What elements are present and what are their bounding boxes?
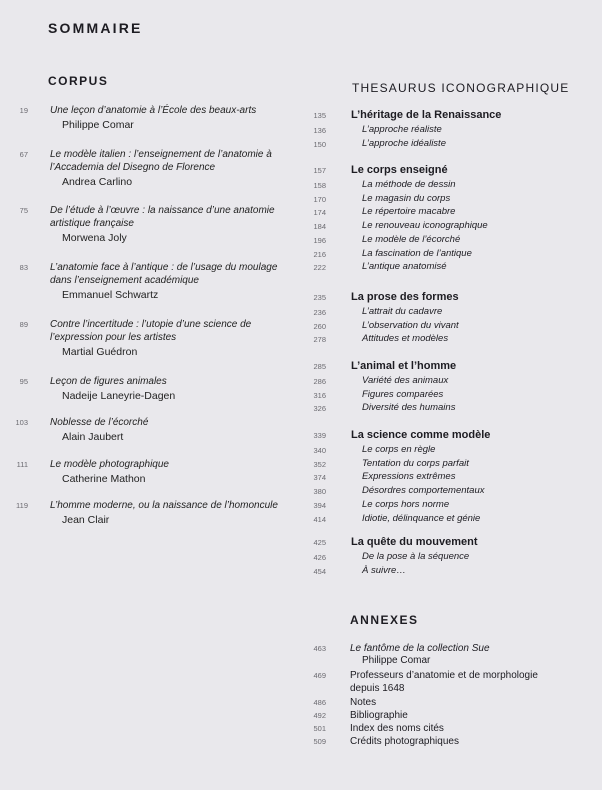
item-label: Expressions extrêmes: [362, 471, 456, 483]
page-number: 135: [313, 111, 326, 120]
annex-title-line: Notes: [350, 697, 377, 708]
page-number: 158: [313, 181, 326, 190]
page-number: 196: [313, 235, 326, 245]
item-label: Le magasin du corps: [362, 192, 451, 204]
page-number: 501: [313, 724, 326, 733]
page-number: 463: [313, 644, 326, 653]
page-number: 222: [313, 263, 326, 273]
page-number: 119: [16, 501, 28, 510]
essay-title: Leçon de figures animales: [50, 376, 167, 387]
annex-title-line: Crédits photographiques: [350, 736, 459, 747]
annex-title: [350, 735, 550, 748]
group-title: La quête du mouvement: [351, 536, 478, 548]
page-number: 67: [19, 150, 28, 159]
page-number: 425: [313, 538, 326, 547]
thesaurus-item: [300, 551, 600, 564]
page-number: 136: [313, 126, 326, 135]
page-number: 83: [19, 263, 28, 272]
group-title: L’animal et l’homme: [351, 360, 457, 372]
page-number: 374: [313, 473, 326, 483]
page-number: 286: [313, 377, 326, 386]
thesaurus-heading: THESAURUS ICONOGRAPHIQUE: [352, 81, 570, 95]
item-label: Variété des animaux: [362, 375, 449, 386]
thesaurus-item: [300, 138, 600, 151]
thesaurus-item: [300, 124, 600, 137]
item-label: Idiotie, délinquance et génie: [362, 512, 481, 524]
thesaurus-group-heading: [300, 291, 600, 304]
page-number: 278: [313, 335, 326, 345]
essay-author: Jean Clair: [62, 514, 110, 526]
essay-title: Noblesse de l’écorché: [50, 417, 149, 428]
essay-author: Emmanuel Schwartz: [62, 289, 159, 301]
page-number: 414: [313, 514, 326, 524]
thesaurus-item: [300, 375, 600, 388]
item-label: Désordres comportementaux: [362, 485, 485, 497]
page-number: 170: [313, 194, 326, 204]
page-number: 509: [313, 737, 326, 746]
item-label: L’antique anatomisé: [362, 261, 447, 273]
item-label: À suivre…: [362, 564, 406, 576]
page-title: SOMMAIRE: [48, 20, 143, 36]
item-label: L’approche réaliste: [362, 124, 442, 135]
item-label: La méthode de dessin: [362, 179, 456, 190]
thesaurus-group-heading: [300, 360, 600, 373]
page-number: 316: [313, 390, 326, 400]
thesaurus-group-heading: [300, 109, 600, 122]
thesaurus-item: [300, 444, 600, 457]
page-number: 19: [19, 106, 28, 115]
essay-title: Le modèle photographique: [50, 459, 169, 470]
annex-title: [350, 722, 550, 735]
annexes-heading: ANNEXES: [350, 613, 419, 627]
page-number: 216: [313, 249, 326, 259]
page-number: 235: [313, 293, 326, 302]
annex-title-line: Bibliographie: [350, 710, 408, 721]
page-number: 339: [313, 431, 326, 440]
item-label: La fascination de l’antique: [362, 247, 472, 259]
thesaurus-item: [300, 248, 600, 261]
page-number: 285: [313, 362, 326, 371]
essay-author: Nadeije Laneyrie-Dagen: [62, 390, 176, 402]
thesaurus-item: [300, 458, 600, 471]
essay-author: Catherine Mathon: [62, 473, 146, 485]
item-label: Tentation du corps parfait: [362, 457, 469, 469]
annex-title-line: Le fantôme de la collection Sue: [350, 643, 490, 654]
group-title: L’héritage de la Renaissance: [351, 109, 502, 121]
page-number: 184: [313, 222, 326, 232]
essay-author: Morwena Joly: [62, 232, 127, 244]
thesaurus-item: [300, 402, 600, 415]
annex-title-line: Index des noms cités: [350, 723, 444, 734]
thesaurus-item: [300, 320, 600, 333]
annex-title: [350, 696, 550, 709]
page-number: 352: [313, 459, 326, 469]
page-number: 111: [16, 460, 28, 469]
thesaurus-item: [300, 471, 600, 484]
annex-title: [350, 709, 550, 722]
thesaurus-group-heading: [300, 164, 600, 177]
thesaurus-item: [300, 499, 600, 512]
page-number: 486: [313, 698, 326, 707]
item-label: Le corps en règle: [362, 444, 436, 455]
page-number: 95: [19, 377, 28, 386]
item-label: Le répertoire macabre: [362, 206, 456, 218]
essay-title: L’homme moderne, ou la naissance de l’homoncule: [50, 500, 278, 511]
essay-title: Une leçon d’anatomie à l’École des beaux-arts: [50, 105, 257, 116]
essay-title: L’anatomie face à l’antique : de l’usage du moulage dans l’enseignement académique: [50, 262, 278, 286]
thesaurus-group-heading: [300, 429, 600, 442]
group-title: Le corps enseigné: [351, 164, 448, 176]
corpus-heading: CORPUS: [48, 74, 109, 88]
item-label: L’attrait du cadavre: [362, 306, 443, 317]
item-label: Le renouveau iconographique: [362, 220, 488, 232]
thesaurus-item: [300, 220, 600, 233]
page-number: 174: [313, 208, 326, 218]
annex-title-line: depuis 1648: [350, 683, 405, 694]
thesaurus-group-heading: [300, 536, 600, 549]
essay-title: Contre l’incertitude : l’utopie d’une science de l’expression pour les artistes: [50, 319, 252, 343]
thesaurus-item: [300, 193, 600, 206]
essay-author: Andrea Carlino: [62, 176, 133, 188]
page-number: 454: [313, 566, 326, 576]
item-label: Le modèle de l’écorché: [362, 233, 461, 245]
thesaurus-item: [300, 565, 600, 578]
item-label: Figures comparées: [362, 388, 444, 400]
page-number: 326: [313, 404, 326, 414]
page-number: 260: [313, 321, 326, 331]
thesaurus-item: [300, 306, 600, 319]
annex-title: [350, 642, 550, 655]
group-title: La prose des formes: [351, 291, 459, 303]
page-number: 426: [313, 553, 326, 562]
essay-author: Martial Guédron: [62, 346, 138, 358]
thesaurus-item: [300, 333, 600, 346]
thesaurus-item: [300, 485, 600, 498]
page-number: 236: [313, 308, 326, 317]
item-label: Diversité des humains: [362, 402, 456, 414]
item-label: L’observation du vivant: [362, 319, 459, 331]
essay-author: Alain Jaubert: [62, 431, 124, 443]
page-number: 394: [313, 500, 326, 510]
item-label: L’approche idéaliste: [362, 137, 446, 149]
item-label: De la pose à la séquence: [362, 551, 470, 562]
page-number: 89: [19, 320, 28, 329]
annex-title-line: Professeurs d’anatomie et de morphologie: [350, 670, 538, 681]
thesaurus-item: [300, 179, 600, 192]
page-number: 75: [19, 206, 28, 215]
essay-author: Philippe Comar: [62, 119, 134, 131]
thesaurus-item: [300, 234, 600, 247]
annex-title: [350, 669, 550, 695]
annex-author: Philippe Comar: [362, 655, 431, 666]
item-label: Le corps hors norme: [362, 498, 450, 510]
page-number: 380: [313, 487, 326, 497]
page-number: 492: [313, 711, 326, 720]
thesaurus-item: [300, 206, 600, 219]
group-title: La science comme modèle: [351, 429, 491, 441]
essay-title: De l’étude à l’œuvre : la naissance d’une anatomie artistique française: [50, 205, 275, 229]
item-label: Attitudes et modèles: [362, 333, 449, 345]
thesaurus-item: [300, 513, 600, 526]
thesaurus-item: [300, 261, 600, 274]
page-number: 103: [15, 418, 28, 427]
thesaurus-item: [300, 389, 600, 402]
page-number: 469: [313, 671, 326, 680]
page-number: 150: [313, 139, 326, 149]
page-number: 340: [313, 446, 326, 455]
page-number: 157: [313, 166, 326, 175]
essay-title: Le modèle italien : l’enseignement de l’anatomie à l’Accademia del Disegno de Florence: [50, 149, 272, 173]
